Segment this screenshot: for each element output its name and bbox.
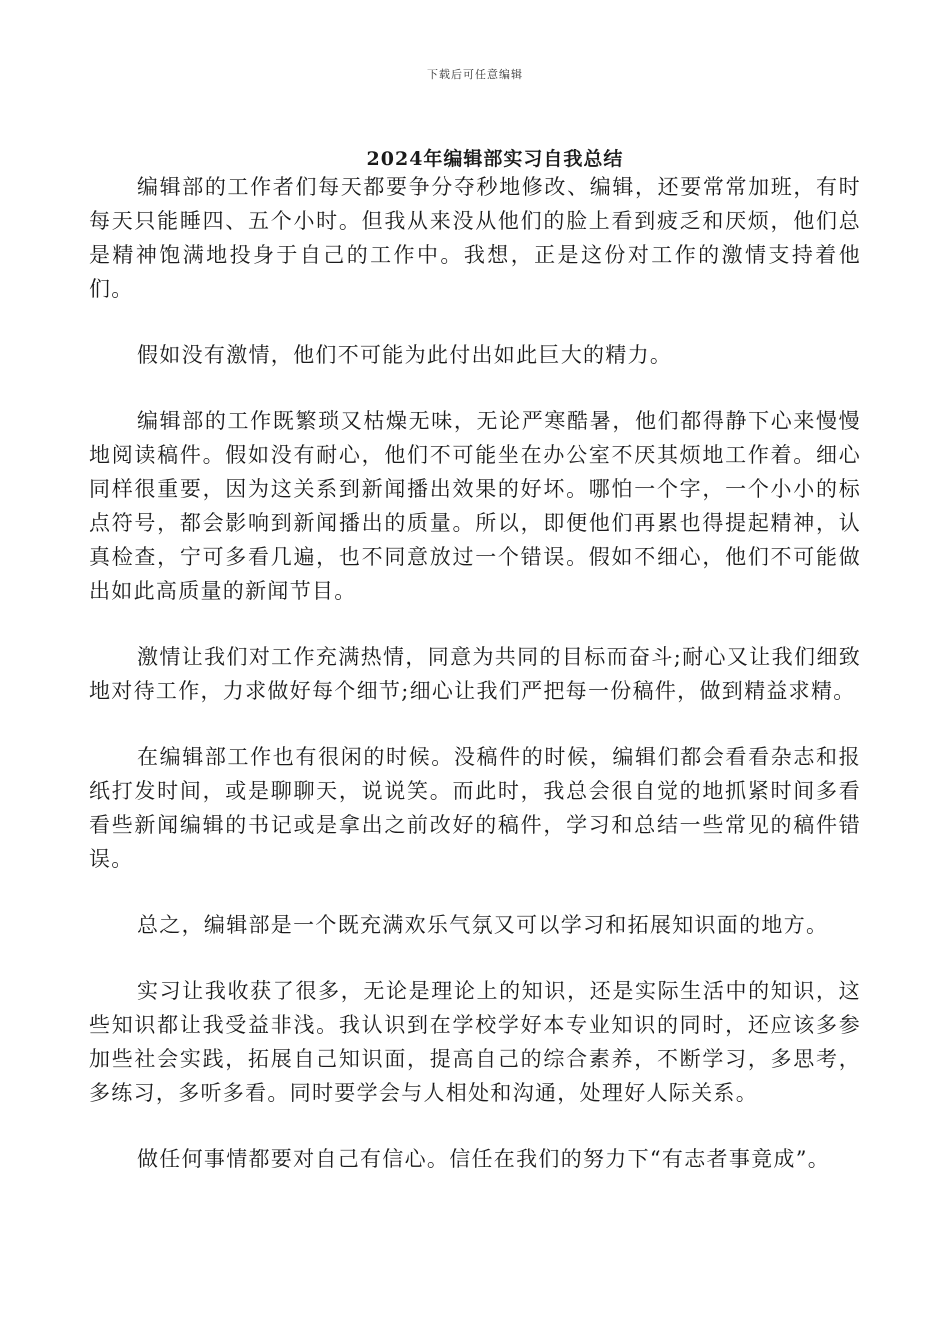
document-body: [89, 170, 861, 1176]
paragraph: 假如没有激情，他们不可能为此付出如此巨大的精力。: [137, 343, 673, 367]
paragraph: 实习让我收获了很多，无论是理论上的知识，还是实际生活中的知识，这些知识都让我受益非浅。我认识到在学校学好本专业知识的同时，还应该多参加些社会实践，拓展自己知识面，提高自己的综合素养，不断学习，多思考，多练习，多听多看。同时要学会与人相处和沟通，处理好人际关系。: [89, 979, 861, 1105]
paragraph: 在编辑部工作也有很闲的时候。没稿件的时候，编辑们都会看看杂志和报纸打发时间，或是聊聊天，说说笑。而此时，我总会很自觉的地抓紧时间多看看些新闻编辑的书记或是拿出之前改好的稿件，学习和总结一些常见的稿件错误。: [89, 745, 861, 871]
paragraph: 做任何事情都要对自己有信心。信任在我们的努力下“有志者事竟成”。: [137, 1147, 831, 1171]
document-title: 2024年编辑部实习自我总结: [366, 148, 624, 170]
header-note: 下载后可任意编辑: [427, 68, 523, 81]
paragraph: 总之，编辑部是一个既充满欢乐气氛又可以学习和拓展知识面的地方。: [137, 913, 829, 937]
paragraph: 编辑部的工作既繁琐又枯燥无味，无论严寒酷暑，他们都得静下心来慢慢地阅读稿件。假如没有耐心，他们不可能坐在办公室不厌其烦地工作着。细心同样很重要，因为这关系到新闻播出效果的好坏。哪怕一个字，一个小小的标点符号，都会影响到新闻播出的质量。所以，即便他们再累也得提起精神，认真检查，宁可多看几遍，也不同意放过一个错误。假如不细心，他们不可能做出如此高质量的新闻节目。: [89, 409, 861, 603]
paragraph: 编辑部的工作者们每天都要争分夺秒地修改、编辑，还要常常加班，有时每天只能睡四、五个小时。但我从来没从他们的脸上看到疲乏和厌烦，他们总是精神饱满地投身于自己的工作中。我想，正是这份对工作的激情支持着他们。: [89, 175, 861, 301]
paragraph: 激情让我们对工作充满热情，同意为共同的目标而奋斗;耐心又让我们细致地对待工作，力求做好每个细节;细心让我们严把每一份稿件，做到精益求精。: [89, 645, 861, 703]
